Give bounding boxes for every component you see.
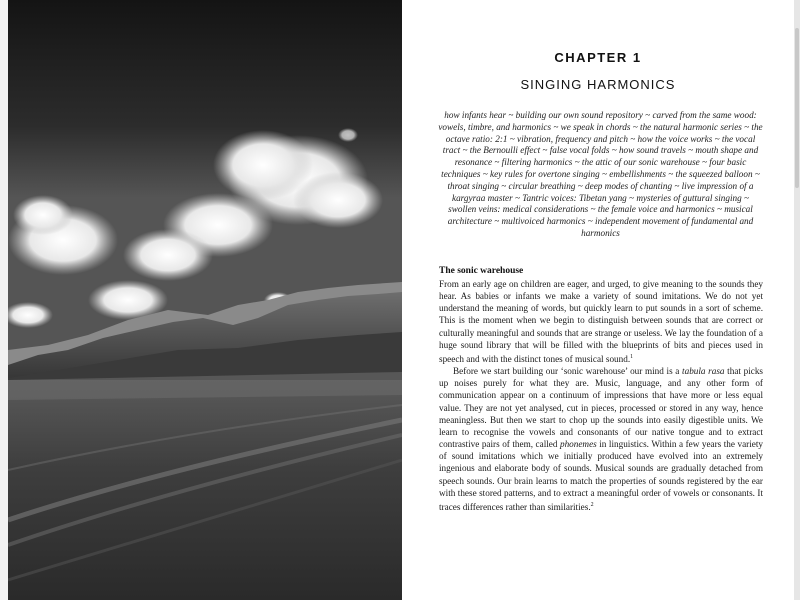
chapter-label: CHAPTER 1 xyxy=(554,50,642,65)
landscape-photo xyxy=(8,0,402,600)
section-heading: The sonic warehouse xyxy=(439,266,524,276)
page-spread xyxy=(8,0,794,600)
scrollbar-thumb[interactable] xyxy=(795,28,799,188)
chapter-synopsis: how infants hear ~ building our own sound repository ~ carved from the same wood: vowels, timbre, and harmonics ~ we speak in chords ~ the natural harmonic series ~ the octave ratio: 2:1 ~ vibration, frequency and pitch ~ how the voice works ~ the vocal tract ~ the Bernoulli effect ~ false vocal folds ~ how sound travels ~ mouth shape and resonance ~ filtering harmonics ~ the attic of our sonic warehouse ~ four basic techniques ~ key rules for overtone singing ~ embellishments ~ the squeezed balloon ~ throat singing ~ circular breathing ~ deep modes of chanting ~ live impression of a kargyraa master ~ Tantric voices: Tibetan yang ~ mysteries of guttural singing ~ swollen veins: medical considerations ~ the female voice and harmonics ~ musical architecture ~ multivoiced harmonics ~ independent movement of fundamental and harmonics xyxy=(438,110,763,238)
body-text xyxy=(439,278,763,513)
footnote-ref-1[interactable]: 1 xyxy=(630,353,634,360)
footnote-ref-2[interactable]: 2 xyxy=(590,501,594,508)
paragraph-1: From an early age on children are eager, and urged, to give meaning to the sounds they hear. As babies or infants we make a variety of sound imitations. We do not yet understand the meaning of words, but quickly learn to put sounds in a sort of scheme. This is the moment when we begin to distinguish between sounds that are correct or culturally meaningful and sounds that are strange or useless. We lay the foundation of a huge sound library that will be filled with the blueprints of bits and pieces used in speech and with the distinct tones of musical sound.$^1$ xyxy=(439,279,763,364)
right-page-text xyxy=(402,0,794,600)
chapter-title: SINGING HARMONICS xyxy=(520,77,676,92)
vertical-scrollbar[interactable] xyxy=(794,0,800,600)
left-page-photo xyxy=(8,0,402,600)
paragraph-2: Before we start building our ‘sonic warehouse’ our mind is a tabula rasa that picks up noises purely for what they are. Music, language, and any other form of communication appear on a continuum of impressions that have more or less equal value. They are not yet analysed, cut in pieces, processed or stored in any way, hence meaningless. But then we start to chop up the sounds into easily digestible units. We learn to recognise the vowels and consonants of our native tongue and to extract contrastive pairs of them, called phonemes in linguistics. Within a few years the variety of sound imitations which we initially produced have evolved into an extremely ingenious and elaborate body of sounds. Musical sounds are gradually detached from speech sounds. Our brain learns to match the properties of sounds registered by the ear with these stored patterns, and to extract a meaningful order of vowels or consonants. It traces differences rather than similarities.$^2$ xyxy=(439,366,764,512)
